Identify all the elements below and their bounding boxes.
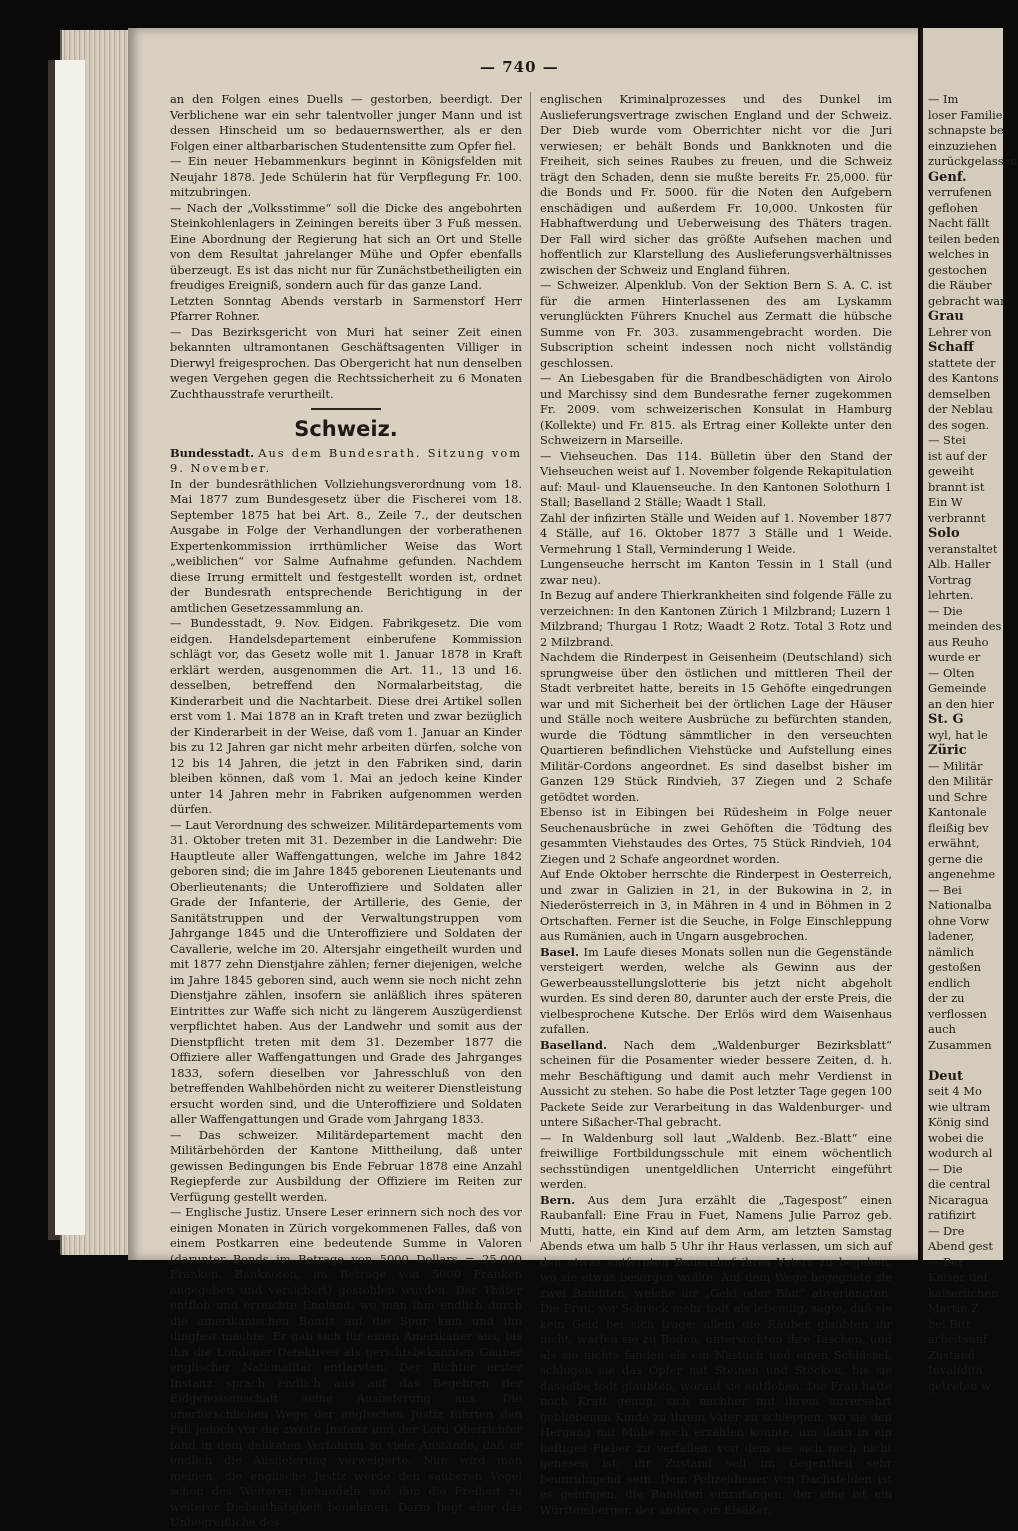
adjacent-page-line: Invaliditä — [928, 1363, 983, 1377]
adjacent-page-line: Abend gest — [928, 1239, 993, 1253]
adjacent-page-line: verbrannt — [928, 510, 986, 525]
article-alpenklub: — Schweizer. Alpenklub. Von der Sektion Bern S. A. C. ist für die armen Hinterlassenen des am Lyskamm verunglückten Führers Knuchel aus Zermatt die hübsche Summe von Fr. 303. zusammengebracht worden. Die Subscription scheint indessen noch nicht vollständig geschlossen. — [540, 278, 892, 370]
adjacent-page-line: der zu — [928, 991, 965, 1005]
adjacent-page-line: Ein W — [928, 495, 963, 509]
adjacent-page-line: aus Reuho — [928, 634, 989, 649]
adjacent-page-line: Lehrer von — [928, 324, 992, 339]
article-lungenseuche: Lungenseuche herrscht im Kanton Tessin in 1 Stall (und zwar neu). — [540, 557, 892, 587]
left-column — [170, 92, 522, 1531]
adjacent-page-line: des sogen. — [928, 417, 990, 432]
adjacent-page-line: meinden des — [928, 619, 1002, 633]
adjacent-page-line: stattete der — [928, 355, 996, 370]
adjacent-page-line: ladener, — [928, 929, 975, 943]
article-englische-justiz: — Englische Justiz. Unsere Leser erinnern sich noch des vor einigen Monaten in Zürich vorgekommenen Falles, daß von einem Postkarren eine bedeutende Summe in Valoren (darunter Bonds im Betrage von 5000 Dollars = 25,000 Franken, Banknoten, im Betrage von 5000 Franken angegeben und versichert) gestohlen wurden. Der Thäter entfloh und erreichte England, wo man ihm endlich durch die amerikanischen Bonds auf die Spur kam und ihn dingfest machte. Er gab sich für einen Amerikaner aus, bis ihn die Londoner Detektives als gerichtsbekannten Gauner englischer Nationalität entlarvten. Der Richter erster Instanz sprach endlich aus auf das Begehren der Eidgenossenschaft seine Auslieferung aus. Die unerforschlichen Wege der englischen Justiz führten den Fall jedoch vor die zweite Instanz und der Lord Oberrichter fand in dem delikaten Verfahren so viele Anstände, daß er endlich die Auslieferung verweigerte. Nun wird man meinen, die englische Justiz werde den sauberen Vogel schon des Weiteren behandeln und ihm die Freiheit zu weiterer Diebesthätigkeit benehmen. Darin liegt aber das Unbegreifliche des — [170, 1205, 522, 1529]
article-bundesstadt-heading — [170, 446, 522, 477]
adjacent-page-column — [928, 92, 1018, 1394]
adjacent-page-line: des Kantons — [928, 371, 999, 385]
article-regiepferde: — Das schweizer. Militärdepartement macht den Militärbehörden der Kantone Mittheilung, daß unter gewissen Bedingungen bis Ende Februar 1878 eine Anzahl Regiepferde zur Ausbildung der Offiziere im Reiten zur Verfügung gestellt werden. — [170, 1127, 522, 1204]
adjacent-page-line: Zusammen — [928, 1037, 992, 1052]
adjacent-page-line: Zustand — [928, 1347, 976, 1362]
adjacent-page-line: ist auf der — [928, 448, 988, 463]
article-baselland — [540, 1038, 892, 1131]
adjacent-page-line: Solo — [928, 526, 960, 541]
adjacent-page-line: gestochen — [928, 262, 988, 277]
baselland-text: Nach dem „Waldenburger Bezirksblatt“ scheinen für die Posamenter wieder bessere Zeiten, d. h. mehr Beschäftigung und damit auch mehr Verdienst in Aussicht zu stehen. So habe die Post letzter Tage gegen 100 Packete Seide zur Verarbeitung in das Waldenburger- und untere Sißacher-Thal gebracht. — [540, 1037, 892, 1129]
adjacent-page-line: Nacht fällt — [928, 216, 990, 230]
adjacent-page-line: St. G — [928, 712, 964, 727]
adjacent-page-line: geflohen — [928, 200, 978, 215]
dateline-bundesstadt: Bundesstadt. — [170, 445, 255, 460]
adjacent-page-line: loser Familie — [928, 107, 1003, 122]
adjacent-page-line: wie ultram — [928, 1099, 991, 1114]
adjacent-page-line: Nicaragua — [928, 1192, 989, 1207]
adjacent-page-line: — Dre — [928, 1223, 965, 1238]
adjacent-page-line: Gemeinde — [928, 681, 987, 695]
article-hebammenkurs: — Ein neuer Hebammenkurs beginnt in Königsfelden mit Neujahr 1878. Jede Schülerin hat für Verpflegung Fr. 100. mitzubringen. — [170, 154, 522, 199]
bundesrath-sitzung: Aus dem Bundesrath. Sitzung vom 9. November. — [170, 445, 522, 475]
adjacent-page-line: Genf. — [928, 169, 967, 185]
article-steinkohlen: — Nach der „Volksstimme“ soll die Dicke des angebohrten Steinkohlenlagers in Zeiningen bereits über 3 Fuß messen. Eine Abordnung der Regierung hat sich an Ort und Stelle von dem Resultat jahrelanger Mühe und Opfer ebenfalls überzeugt. Es ist das nicht nur für Zunächstbetheiligten ein freudiges Ereigniß, sondern auch für das ganze Land. — [170, 200, 522, 292]
dateline-baselland: Baselland. — [540, 1037, 607, 1052]
adjacent-page-line: Züric — [928, 743, 967, 758]
article-fabrikgesetz: — Bundesstadt, 9. Nov. Eidgen. Fabrikgesetz. Die vom eidgen. Handelsdepartement einberufene Kommission schlägt vor, das Gesetz wolle mit 1. Januar 1878 in Kraft erklärt werden, ausgenommen die Art. 11., 13 und 16. desselben, betreffend den Normalarbeitstag, die Kinderarbeit und die Nachtarbeit. Diese drei Artikel sollen erst vom 1. Mai 1878 an in Kraft treten und zwar bezüglich der Kinderarbeit in der Weise, daß vom 1. Januar an Kinder bis zu 12 Jahren gar nicht mehr arbeiten dürfen, solche von 12 bis 14 Jahren, die jetzt in den Fabriken sind, darin bleiben können, daß vom 1. Mai an jedoch keine Kinder unter 14 Jahren mehr in Fabriken aufgenommen werden dürfen. — [170, 616, 522, 816]
adjacent-page-line: auch — [928, 1022, 956, 1036]
adjacent-page-line: gestoßen — [928, 960, 981, 974]
adjacent-page-line: — Militär — [928, 758, 983, 773]
column-divider — [530, 92, 531, 1242]
article-auslieferung: englischen Kriminalprozesses und des Dunkel im Auslieferungsvertrage zwischen England und der Schweiz. Der Dieb wurde vom Oberrichter nicht vor die Juri verwiesen; er behält Bonds und Bankknoten und die Freiheit, sich seines Raubes zu freuen, und die Schweiz trägt den Schaden, denn sie mußte bereits Fr. 25,000. für die Bonds und Fr. 5000. für die Noten den Aufgebern enschädigen und außerdem Fr. 10,000. Unkosten für Habhaftwerdung und Ueberweisung des Thäters tragen. Der Fall wird sicher das größte Aufsehen machen und hoffentlich zur Klarstellung des Auslieferungsverhältnisses zwischen der Schweiz und England führen. — [540, 92, 892, 277]
adjacent-page-line: Vortrag — [928, 572, 972, 587]
adjacent-page-line: arbeitsunf — [928, 1332, 988, 1346]
adjacent-page-line: nämlich — [928, 944, 974, 959]
adjacent-page-line: ohne Vorw — [928, 913, 990, 928]
adjacent-page-line: seit 4 Mo — [928, 1084, 982, 1098]
adjacent-page-line: gerne die — [928, 851, 983, 866]
adjacent-page-line: geweiht — [928, 464, 975, 478]
adjacent-page-line: zurückgelassen — [928, 154, 1018, 168]
adjacent-page-line: ratifizirt — [928, 1208, 976, 1222]
adjacent-page-line: gebracht war — [928, 293, 1006, 308]
adjacent-page-line: Deut — [928, 1068, 964, 1084]
adjacent-page-line: erwähnt, — [928, 836, 980, 850]
adjacent-page-line: Grau — [928, 309, 964, 324]
adjacent-page-line: — Die — [928, 603, 963, 618]
adjacent-page-line: Nationalba — [928, 898, 992, 912]
section-rule — [311, 408, 381, 410]
adjacent-page-line: — Olten — [928, 665, 975, 680]
article-rinderpest-geisenheim: Nachdem die Rinderpest in Geisenheim (Deutschland) sich sprungweise über den östlichen und mittleren Theil der Stadt verbreitet hatte, bereits in 15 Gehöfte eingedrungen war und mit Sicherheit bei der örtlichen Lage der Häuser und Ställe noch weitere Ausbrüche zu befürchten standen, wurde die Tödtung sämmtlicher in den verseuchten Quartieren befindlichen Viehstücke und Aufstellung eines Militär-Cordons angeordnet. Es sind daselbst bisher im Ganzen 129 Stück Rindvieh, 37 Ziegen und 2 Schafe getödtet worden. — [540, 650, 892, 804]
adjacent-page-line: den Militär — [928, 774, 993, 788]
article-waldenburg: — In Waldenburg soll laut „Waldenb. Bez.-Blatt“ eine freiwillige Fortbildungsschule mit einem wöchentlich sechsstündigen unentgeldlichen Unterricht eingeführt werden. — [540, 1130, 892, 1191]
adjacent-page-line: — Im — [928, 92, 959, 106]
adjacent-page-line: wyl, hat le — [928, 727, 988, 742]
adjacent-page-line: an den hier — [928, 696, 994, 711]
article-basel — [540, 945, 892, 1038]
article-liebesgaben: — An Liebesgaben für die Brandbeschädigten von Airolo und Marchissy sind dem Bundesrathe ferner zugekommen Fr. 2009. vom schweizerischen Konsulat in Hamburg (Kollekte) und Fr. 815. als Ertrag einer Kollekte unter den Schweizern in Marseille. — [540, 371, 892, 447]
adjacent-page-line — [928, 1053, 1000, 1069]
adjacent-page-line: brannt ist — [928, 479, 985, 494]
adjacent-page-line: der Neblau — [928, 402, 993, 416]
adjacent-page-line: endlich — [928, 975, 971, 990]
adjacent-page-line: die central — [928, 1177, 991, 1191]
adjacent-page-line: welches in — [928, 247, 990, 261]
dateline-bern: Bern. — [540, 1192, 576, 1207]
adjacent-page-line: Schaff — [928, 340, 974, 355]
article-thierkrankheiten: In Bezug auf andere Thierkrankheiten sind folgende Fälle zu verzeichnen: In den Kantonen Zürich 1 Milzbrand; Luzern 1 Milzbrand; Thurgau 1 Rotz; Waadt 2 Rotz. Total 3 Rotz und 2 Milzbrand. — [540, 588, 892, 649]
article-bern — [540, 1193, 892, 1519]
adjacent-page-line: teilen beden — [928, 231, 1000, 246]
basel-text: Im Laufe dieses Monats sollen nun die Gegenstände versteigert werden, welche als Gewinn aus der Gewerbeausstellungslotterie bis jetzt nicht abgeholt wurden. Es sind deren 80, darunter auch der erste Preis, die vielbesprochene Kutsche. Der Erlös wird dem Waisenhaus zufallen. — [540, 944, 892, 1036]
article-fischerei: In der bundesräthlichen Vollziehungsverordnung vom 18. Mai 1877 zum Bundesgesetz über die Fischerei vom 18. September 1875 hat bei Art. 8., Zeile 7., der deutschen Ausgabe in Folge der Verhandlungen der vorberathenen Expertenkommission irrthümlicher Weise das Wort „weiblichen“ vor Salme Aufnahme gefunden. Nachdem diese Irrung ermittelt und festgestellt worden ist, ordnet der Bundesrath entsprechende Berichtigung in der amtlichen Gesetzessammlung an. — [170, 476, 522, 615]
adjacent-page-line: Kaiser tief — [928, 1270, 988, 1284]
article-bezirksgericht: — Das Bezirksgericht von Muri hat seiner Zeit einen bekannten ultramontanen Geschäftsagenten Villiger in Dierwyl freigesprochen. Das Obergericht hat nun denselben wegen Vergehen gegen die Rechtssicherheit zu 6 Monaten Zuchthausstrafe verurtheilt. — [170, 324, 522, 401]
adjacent-page-line: fleißig bev — [928, 820, 989, 835]
adjacent-page-line: König sind — [928, 1115, 990, 1129]
adjacent-page-line: getreten w — [928, 1378, 991, 1393]
page-marker-strip — [55, 60, 85, 1235]
article-landwehr: — Laut Verordnung des schweizer. Militärdepartements vom 31. Oktober treten mit 31. Dezember in die Landwehr: Die Hauptleute aller Waffengattungen, welche im Jahre 1842 geboren sind; die im Jahre 1845 geborenen Lieutenants und Oberlieutenants; die Unteroffiziere und Soldaten aller Grade der Infanterie, der Artillerie, des Genie, der Sanitätstruppen und der Verwaltungstruppen vom Jahrgange 1845 und die Unteroffiziere und Soldaten der Cavallerie, welche im 20. Altersjahr eingetheilt wurden und mit 1877 zehn Dienstjahre zählen; ferner diejenigen, welche im Jahre 1845 geboren sind, auch wenn sie noch nicht zehn Dienstjahre zählen, insofern sie anläßlich ihres späteren Eintrittes zur Waffe sich nicht zu längerem Auszügerdienst verpflichtet haben. Aus der Landwehr und somit aus der Dienstpflicht treten mit dem 31. Dezember 1877 die Offiziere aller Waffengattungen und Grade des Jahrganges 1833, sofern dieselben vor Jahresschluß von den betreffenden Wahlbehörden nicht zu weiterer Dienstleistung ersucht worden sind, und die Unteroffiziere und Soldaten aller Waffengattungen und Grade vom Jahrgang 1833. — [170, 817, 522, 1126]
adjacent-page-line: wobei die — [928, 1130, 984, 1145]
adjacent-page-line: — Ber — [928, 1254, 964, 1269]
adjacent-page-line: die Räuber — [928, 278, 992, 292]
adjacent-page-line: und Schre — [928, 789, 988, 804]
adjacent-page-line: — Bei — [928, 882, 962, 897]
section-title-schweiz: Schweiz. — [294, 417, 398, 441]
adjacent-page-line: schnapste be — [928, 123, 1004, 137]
adjacent-page-line: wodurch al — [928, 1146, 993, 1160]
adjacent-page-line: verrufenen — [928, 185, 992, 199]
bern-text: Aus dem Jura erzählt die „Tagespost“ einen Raubanfall: Eine Frau in Fuet, Namens Julie Parroz geb. Mutti, hatte, ein Kind auf dem Arm, am letzten Samstag Abends etwa um halb 5 Uhr ihr Haus verlassen, um sich auf den etwas entfernten Bauernhof ihres Vaters zu begeben, wo sie etwas besorgen wollte. Auf dem Wege begegnete sie zwei Banditen, welche ihr „Geld oder Blut“ abverlangten. Die Frau, vor Schreck mehr todt als lebendig, sagte, daß sie kein Geld bei sich trage; allein die Räuber glaubten ihr nicht, warfen sie zu Boden, untersuchten ihre Taschen, und als sie nichts fanden als ein Nastuch und einen Schlüssel, schlugen sie das Opfer mit Steinen und Stöcken, bis sie dasselbe todt glaubten, worauf sie entflohen. Die Frau hatte noch Kraft genug, sich nachher mit ihrem unversehrt gebliebenen Kinde zu ihrem Vater zu schleppen, wo sie den Hergang mit Mühe noch erzählen konnte, um dann in ein heftiges Fieber zu verfallen, von dem sie sich noch nicht genesen ist; ihr Zustand soll im Gegentheil sehr beunruhigend sein. Dem Polizeidiener von Dachsfelden ist es gelungen, die Banditen einzufangen; der eine ist ein Württemberger, der andere ein Elsäßer. — [540, 1192, 892, 1517]
adjacent-page-line: verflossen — [928, 1006, 987, 1021]
adjacent-page-line: — Stei — [928, 433, 966, 447]
adjacent-page-line: angenehme — [928, 867, 996, 881]
adjacent-page-line: Alb. Haller — [928, 557, 991, 571]
article-duell: an den Folgen eines Duells — gestorben, beerdigt. Der Verblichene war ein sehr talentvoller junger Mann und ist dessen Hinscheid um so bedauernswerther, als er den Folgen einer altbarbarischen Studentensitte zum Opfer fiel. — [170, 92, 522, 153]
adjacent-page-line: lehrten. — [928, 588, 974, 602]
adjacent-page-line: kaiserlichen — [928, 1285, 999, 1300]
adjacent-page-line: bei Bitt — [928, 1316, 971, 1331]
adjacent-page-line: veranstaltet — [928, 541, 998, 556]
adjacent-page-line: einzuziehen — [928, 138, 997, 153]
article-rinderpest-eibingen: Ebenso ist in Eibingen bei Rüdesheim in Folge neuer Seuchenausbrüche in zwei Gehöften die Tödtung des gesammten Viehstaudes des Ortes, 75 Stück Rindvieh, 104 Ziegen und 2 Schafe angeordnet worden. — [540, 805, 892, 866]
adjacent-page-line: — Die — [928, 1161, 963, 1176]
adjacent-page-line: Martin Z — [928, 1301, 979, 1315]
adjacent-page-line: demselben — [928, 386, 991, 401]
article-viehseuchen: — Viehseuchen. Das 114. Bülletin über den Stand der Viehseuchen weist auf 1. November folgende Rekapitulation auf: Maul- und Klauenseuche. In den Kantonen Solothurn 1 Stall; Baselland 2 Ställe; Waadt 1 Stall. — [540, 448, 892, 509]
adjacent-page-line: Kantonale — [928, 805, 987, 819]
article-rinderpest-oesterreich: Auf Ende Oktober herrschte die Rinderpest in Oesterreich, und zwar in Galizien in 21, in der Bukowina in 2, in Niederösterreich in 3, in Mähren in 4 und in Böhmen in 2 Ortschaften. Ferner ist die Seuche, in Folge Einschleppung aus Rumänien, auch in Ungarn ausgebrochen. — [540, 867, 892, 943]
article-pfarrer: Letzten Sonntag Abends verstarb in Sarmenstorf Herr Pfarrer Rohner. — [170, 293, 522, 323]
adjacent-page-line: wurde er — [928, 650, 981, 664]
dateline-basel: Basel. — [540, 944, 579, 959]
right-column — [540, 92, 892, 1518]
page-number: — 740 — — [480, 58, 559, 76]
article-infizirte-staelle: Zahl der infizirten Ställe und Weiden auf 1. November 1877 4 Ställe, auf 16. Oktober 1877 3 Ställe und 1 Weide. Vermehrung 1 Stall, Verminderung 1 Weide. — [540, 510, 892, 556]
